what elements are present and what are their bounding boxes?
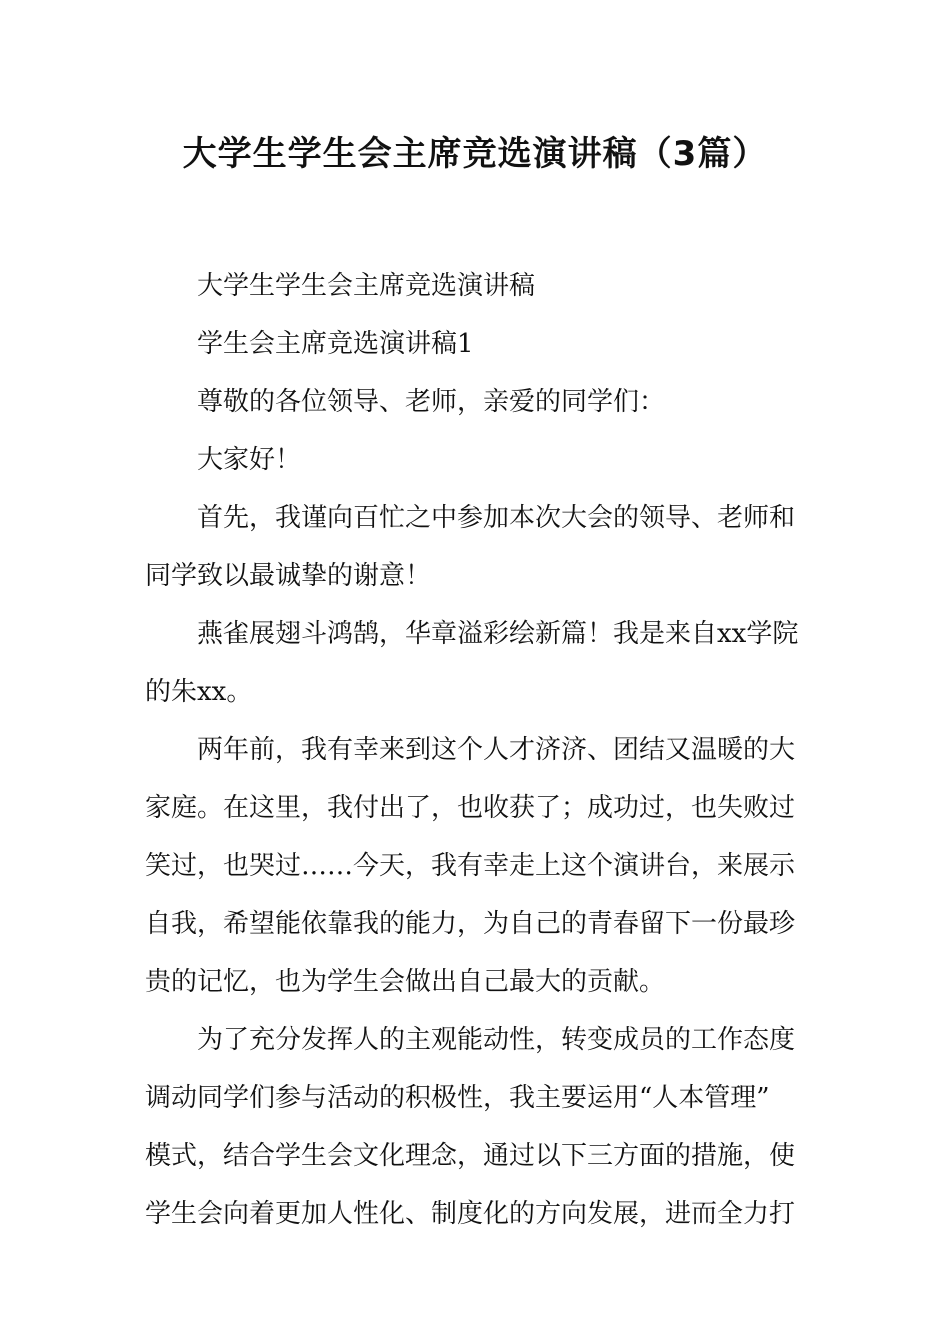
paragraph-line: 学生会主席竞选演讲稿1: [197, 329, 474, 359]
paragraph-line: 模式，结合学生会文化理念，通过以下三方面的措施，使: [145, 1141, 796, 1171]
paragraph-line: 笑过，也哭过……今天，我有幸走上这个演讲台，来展示: [145, 851, 796, 881]
paragraph: [145, 431, 810, 489]
paragraph-line: 的朱xx。: [145, 677, 253, 707]
paragraph: [145, 315, 810, 373]
paragraph-line: 大学生学生会主席竞选演讲稿: [197, 271, 536, 301]
paragraph: [145, 489, 810, 605]
paragraph-line: 燕雀展翅斗鸿鹄，华章溢彩绘新篇！我是来自xx学院: [197, 619, 799, 649]
paragraph: [145, 373, 810, 431]
paragraph: [145, 605, 810, 721]
paragraph-line: 同学致以最诚挚的谢意！: [145, 561, 432, 591]
paragraph: [145, 1011, 810, 1243]
paragraph-line: 调动同学们参与活动的积极性，我主要运用“人本管理”: [145, 1083, 770, 1113]
paragraph: [145, 721, 810, 1011]
document-title: 大学生学生会主席竞选演讲稿（3篇）: [182, 134, 768, 174]
paragraph-line: 大家好！: [197, 445, 302, 475]
paragraph-line: 尊敬的各位领导、老师，亲爱的同学们：: [197, 387, 666, 417]
paragraph-line: 自我，希望能依靠我的能力，为自己的青春留下一份最珍: [145, 909, 796, 939]
paragraph-line: 学生会向着更加人性化、制度化的方向发展，进而全力打: [145, 1199, 796, 1229]
document-body: [145, 257, 810, 1243]
paragraph-line: 首先，我谨向百忙之中参加本次大会的领导、老师和: [197, 503, 796, 533]
paragraph-line: 贵的记忆，也为学生会做出自己最大的贡献。: [145, 967, 666, 997]
paragraph: [145, 257, 810, 315]
paragraph-line: 为了充分发挥人的主观能动性，转变成员的工作态度: [197, 1025, 796, 1055]
paragraph-line: 两年前，我有幸来到这个人才济济、团结又温暖的大: [197, 735, 796, 765]
paragraph-line: 家庭。在这里，我付出了，也收获了；成功过，也失败过: [145, 793, 796, 823]
